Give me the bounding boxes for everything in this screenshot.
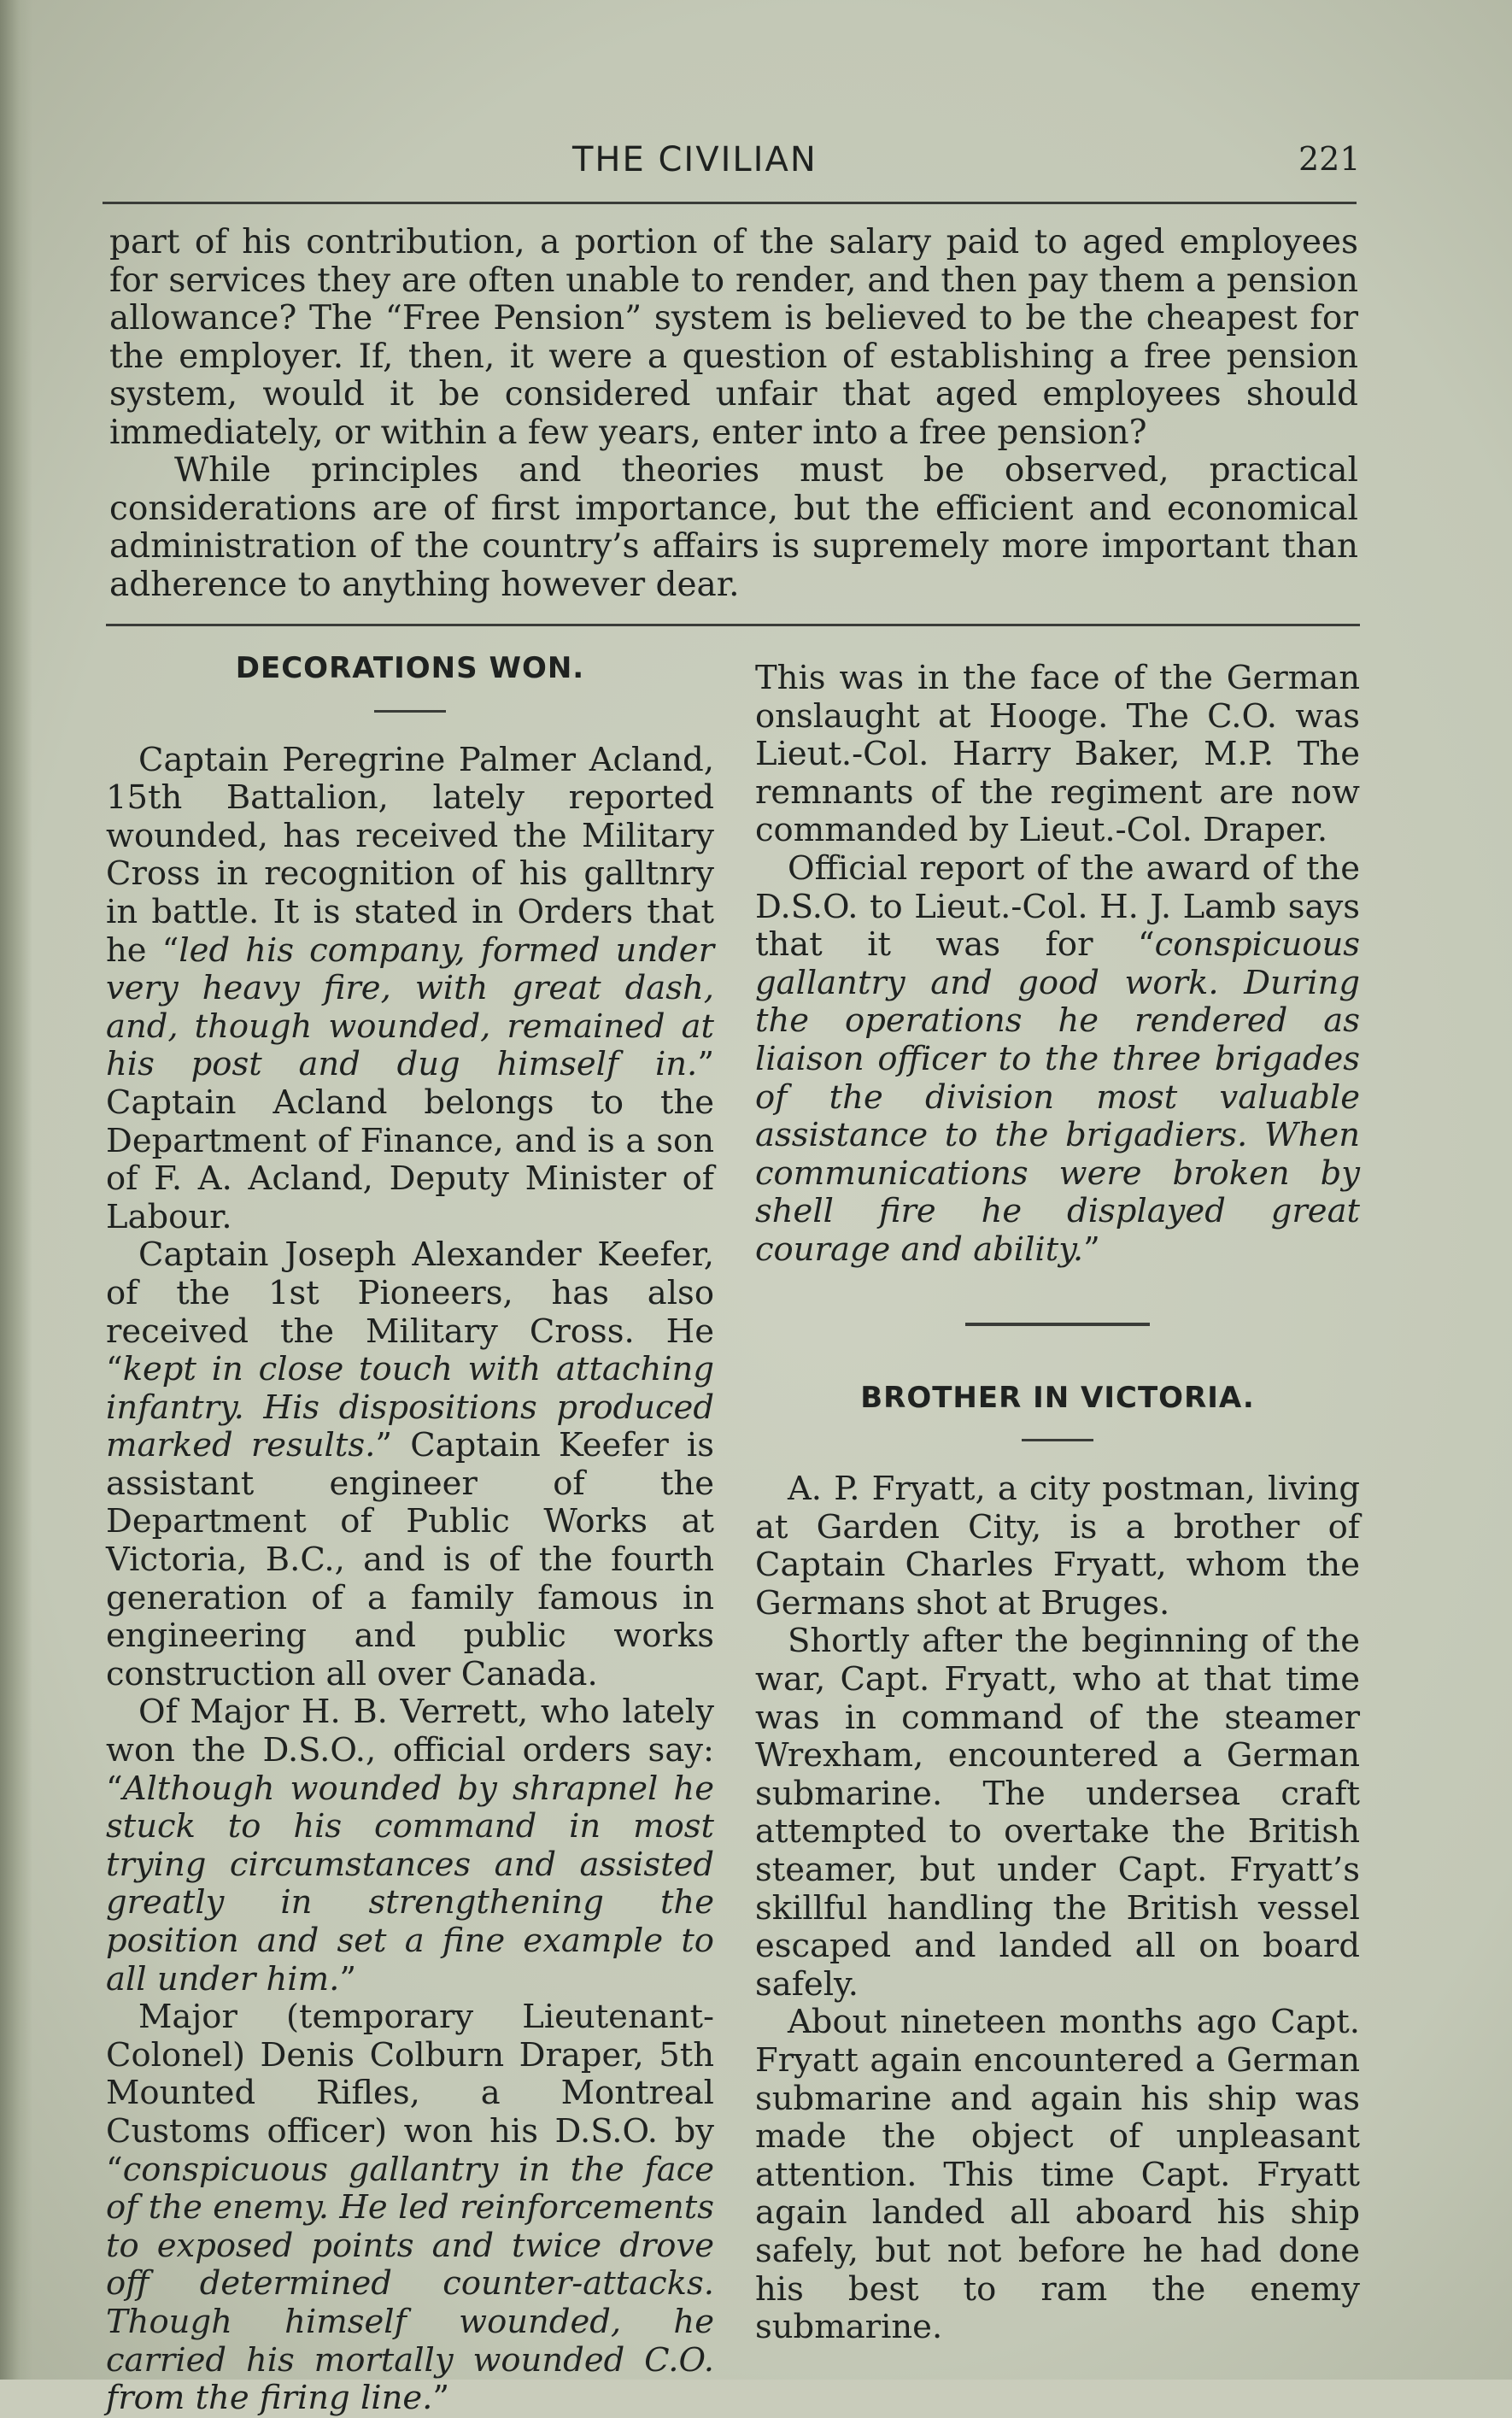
- brother-heading: BROTHER IN VICTORIA.: [860, 1380, 1255, 1415]
- article-paragraph: Captain Joseph Alexander Keefer, of the 1st Pioneers, has also received the Military Cross. He “kept in close touch with attaching infantry. His dispositions produced marked results.” Captain Keefer is assistant engineer of the Department of Public Works at Victoria, B.C., and is of the fourth generation of a family famous in engineering and public works construction all over Canada.: [106, 1235, 714, 1693]
- page-number: 221: [1298, 140, 1361, 178]
- left-column: [106, 649, 714, 2418]
- journal-title: THE CIVILIAN: [572, 140, 818, 179]
- article-paragraph: Captain Peregrine Palmer Acland, 15th Battalion, lately reported wounded, has received the Military Cross in recognition of his galltnry in battle. It is stated in Orders that he “led his company, formed under very heavy fire, with great dash, and, though wounded, remained at his post and dug himself in.” Captain Acland belongs to the Department of Finance, and is a son of F. A. Acland, Deputy Minister of Labour.: [106, 740, 714, 1236]
- article-paragraph: Of Major H. B. Verrett, who lately won the D.S.O., official orders say: “Although wounded by shrapnel he stuck to his command in most trying circumstances and assisted greatly in strengthening the position and set a fine example to all under him.”: [106, 1693, 714, 1998]
- intro-paragraph: part of his contribution, a portion of the salary paid to aged employees for services they are often unable to render, and then pay them a pension allowance? The “Free Pension” system is believed to be the cheapest for the employer. If, then, it were a question of establishing a free pension system, would it be considered unfair that aged employees should immediately, or within a few years, enter into a free pension?: [109, 223, 1358, 452]
- article-paragraph: Official report of the award of the D.S.O. to Lieut.-Col. H. J. Lamb says that it was for “conspicuous gallantry and good work. During the operations he rendered as liaison officer to the three brigades of the division most valuable assistance to the brigadiers. When communications were broken by shell fire he displayed great courage and ability.”: [755, 848, 1360, 1269]
- article-paragraph: About nineteen months ago Capt. Fryatt again encountered a German submarine and again his ship was made the object of unpleasant attention. This time Capt. Fryatt again landed all aboard his ship safely, but not before he had done his best to ram the enemy submarine.: [755, 2003, 1360, 2347]
- running-head: [0, 137, 1512, 188]
- article-paragraph: Shortly after the beginning of the war, Capt. Fryatt, who at that time was in command of the steamer Wrexham, encountered a German submarine. The undersea craft attempted to overtake the British steamer, but under Capt. Fryatt’s skillful handling the British vessel escaped and landed all on board safely.: [755, 1622, 1360, 2004]
- article-separator: [965, 1323, 1150, 1326]
- section-divider: [106, 624, 1360, 626]
- article-paragraph: A. P. Fryatt, a city postman, living at Garden City, is a brother of Captain Charles Fryatt, whom the Germans shot at Bruges.: [755, 1470, 1360, 1623]
- heading-rule: [374, 710, 446, 713]
- article-paragraph: This was in the face of the German onslaught at Hooge. The C.O. was Lieut.-Col. Harry Baker, M.P. The remnants of the regiment are now commanded by Lieut.-Col. Draper.: [755, 659, 1360, 850]
- article-paragraph: Major (temporary Lieutenant-Colonel) Denis Colburn Draper, 5th Mounted Rifles, a Montreal Customs officer) won his D.S.O. by “conspicuous gallantry in the face of the enemy. He led reinforcements to exposed points and twice drove off determined counter-attacks. Though himself wounded, he carried his mortally wounded C.O. from the firing line.”: [106, 1998, 714, 2418]
- book-gutter: [0, 0, 32, 2380]
- intro-text: [109, 224, 1358, 604]
- decorations-heading: DECORATIONS WON.: [235, 651, 585, 685]
- intro-paragraph: While principles and theories must be observed, practical considerations are of first importance, but the efficient and economical administration of the country’s affairs is supremely more important than adherence to anything however dear.: [109, 451, 1358, 604]
- heading-rule: [1022, 1439, 1093, 1441]
- header-rule: [103, 202, 1357, 204]
- right-column: [755, 660, 1360, 2347]
